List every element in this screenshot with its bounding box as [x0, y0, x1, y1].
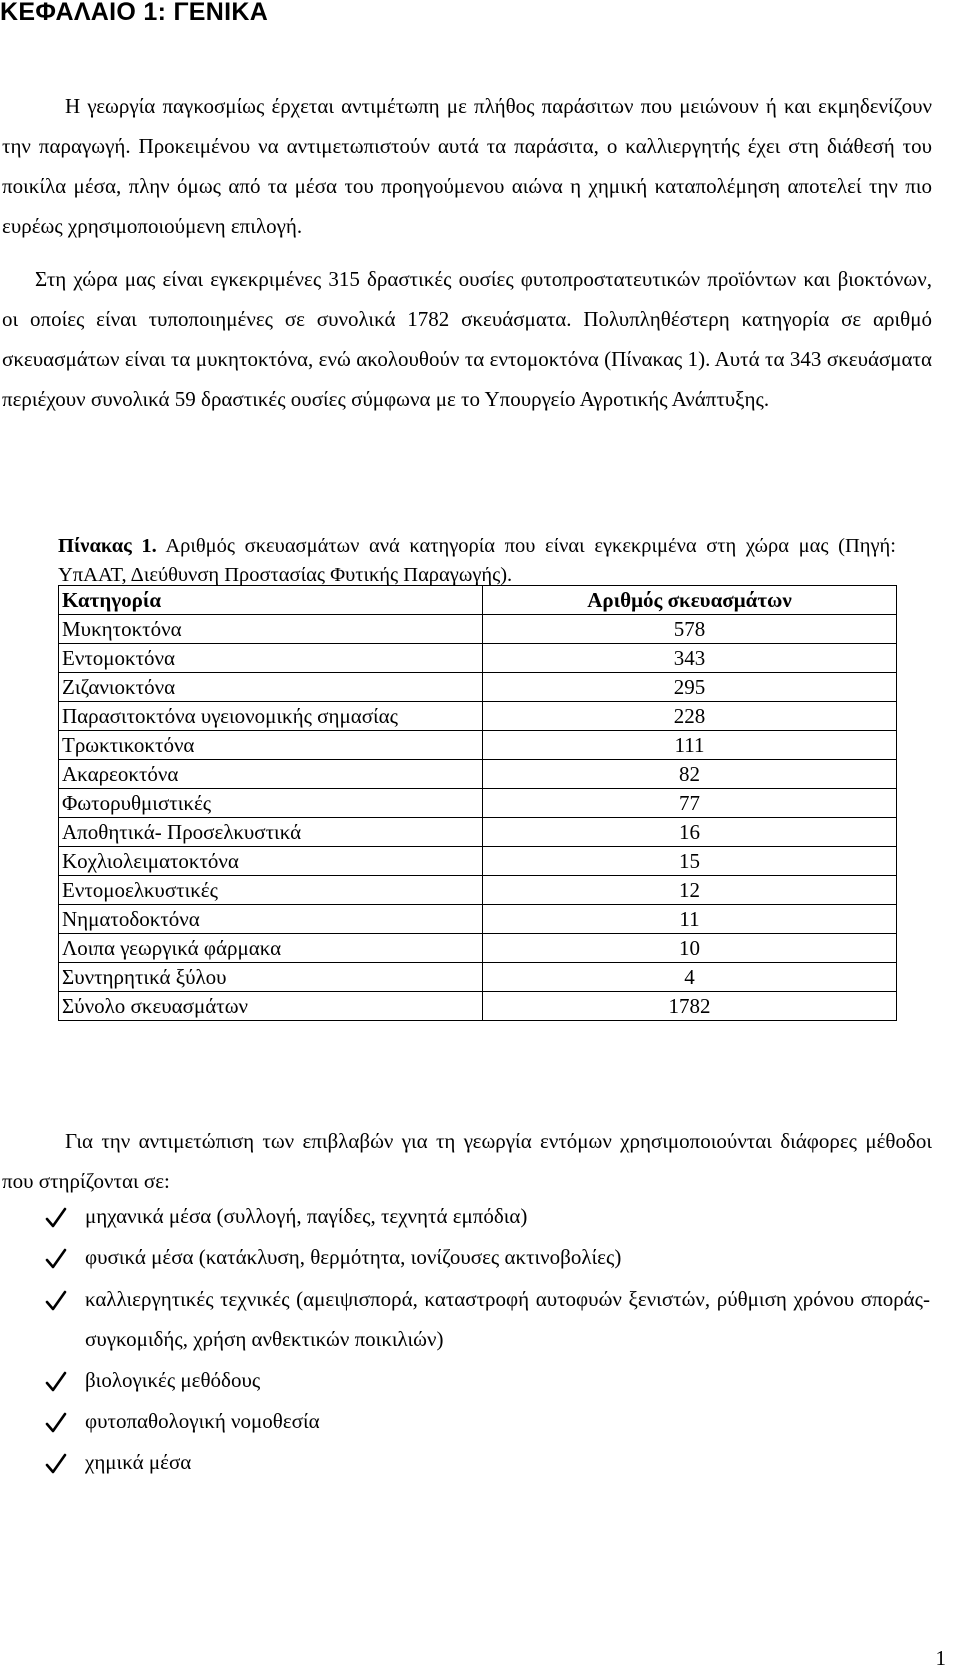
checklist-item-text: καλλιεργητικές τεχνικές (αμειψισπορά, καταστροφή αυτοφυών ξενιστών, ρύθμιση χρόνου σποράς- συγκομιδής, χρήση ανθεκτικών ποικιλιών) [85, 1287, 930, 1351]
checkmark-icon [45, 1248, 67, 1270]
checkmark-icon [45, 1412, 67, 1434]
category-cell: Τρωκτικοκτόνα [59, 731, 483, 760]
checkmark-icon [45, 1290, 67, 1312]
count-cell: 10 [483, 934, 897, 963]
count-cell: 12 [483, 876, 897, 905]
count-cell: 4 [483, 963, 897, 992]
table-caption-label: Πίνακας 1. [58, 535, 157, 557]
table-row [59, 760, 897, 789]
category-cell: Νηματοδοκτόνα [59, 905, 483, 934]
checkmark-icon [45, 1371, 67, 1393]
table-row [59, 847, 897, 876]
checkmark-icon [45, 1207, 67, 1229]
checklist-item-text: φυτοπαθολογική νομοθεσία [85, 1409, 320, 1433]
count-cell: 111 [483, 731, 897, 760]
checkmark-icon [45, 1453, 67, 1475]
table-row [59, 615, 897, 644]
category-cell: Κοχλιολειματοκτόνα [59, 847, 483, 876]
category-cell: Ζιζανιοκτόνα [59, 673, 483, 702]
category-cell: Αποθητικά- Προσελκυστικά [59, 818, 483, 847]
category-cell: Εντομοελκυστικές [59, 876, 483, 905]
count-cell: 228 [483, 702, 897, 731]
table-row [59, 673, 897, 702]
table-row [59, 818, 897, 847]
header-category: Κατηγορία [59, 586, 483, 615]
table-row [59, 702, 897, 731]
statistics-paragraph: Στη χώρα μας είναι εγκεκριμένες 315 δραστικές ουσίες φυτοπροστατευτικών προϊόντων και βιοκτόνων, οι οποίες είναι τυποποιημένες σε συνολικά 1782 σκευάσματα. Πολυπληθέστερη κατηγορία σε αριθμό σκευασμάτων είναι τα μυκητοκτόνα, ενώ ακολουθούν τα εντομοκτόνα (Πίνακας 1). Αυτά τα 343 σκευάσματα περιέχουν συνολικά 59 δραστικές ουσίες σύμφωνα με το Υπουργείο Αγροτικής Ανάπτυξης. [2, 267, 932, 411]
count-cell: 16 [483, 818, 897, 847]
table-header-row [59, 586, 897, 615]
table-caption [58, 532, 896, 590]
products-table [58, 585, 897, 1021]
checklist-item-text: χημικά μέσα [85, 1450, 192, 1474]
count-cell: 343 [483, 644, 897, 673]
table-row [59, 934, 897, 963]
count-cell: 1782 [483, 992, 897, 1021]
count-cell: 82 [483, 760, 897, 789]
count-cell: 77 [483, 789, 897, 818]
category-cell: Λοιπα γεωργικά φάρμακα [59, 934, 483, 963]
category-cell: Φωτορυθμιστικές [59, 789, 483, 818]
category-cell: Παρασιτοκτόνα υγειονομικής σημασίας [59, 702, 483, 731]
checklist-item-text: βιολογικές μεθόδους [85, 1368, 261, 1392]
category-cell: Ακαρεοκτόνα [59, 760, 483, 789]
table-row [59, 789, 897, 818]
count-cell: 578 [483, 615, 897, 644]
table-row [59, 731, 897, 760]
table-row [59, 876, 897, 905]
category-cell: Σύνολο σκευασμάτων [59, 992, 483, 1021]
count-cell: 11 [483, 905, 897, 934]
header-count: Αριθμός σκευασμάτων [483, 586, 897, 615]
checklist-item-text: μηχανικά μέσα (συλλογή, παγίδες, τεχνητά εμπόδια) [85, 1204, 528, 1228]
table-row [59, 644, 897, 673]
page-number: 1 [935, 1646, 946, 1670]
table-row [59, 963, 897, 992]
count-cell: 295 [483, 673, 897, 702]
count-cell: 15 [483, 847, 897, 876]
category-cell: Εντομοκτόνα [59, 644, 483, 673]
checklist-item-text: φυσικά μέσα (κατάκλυση, θερμότητα, ιονίζουσες ακτινοβολίες) [85, 1245, 622, 1269]
table-row [59, 905, 897, 934]
intro-paragraph: Η γεωργία παγκοσμίως έρχεται αντιμέτωπη με πλήθος παράσιτων που μειώνουν ή και εκμηδενίζουν την παραγωγή. Προκειμένου να αντιμετωπιστούν αυτά τα παράσιτα, ο καλλιεργητής έχει στη διάθεσή του ποικίλα μέσα, πλην όμως από τα μέσα του προηγούμενου αιώνα η χημική καταπολέμηση αποτελεί την πιο ευρέως χρησιμοποιούμενη επιλογή. [2, 94, 932, 238]
chapter-heading: ΚΕΦΑΛΑΙΟ 1: ΓΕΝΙΚΑ [0, 0, 269, 26]
table-row [59, 992, 897, 1021]
methods-paragraph: Για την αντιμετώπιση των επιβλαβών για τη γεωργία εντόμων χρησιμοποιούνται διάφορες μέθοδοι που στηρίζονται σε: [2, 1129, 932, 1193]
category-cell: Συντηρητικά ξύλου [59, 963, 483, 992]
table-caption-text: Αριθμός σκευασμάτων ανά κατηγορία που είναι εγκεκριμένα στη χώρα μας (Πηγή: ΥπΑΑΤ, Διεύθυνση Προστασίας Φυτικής Παραγωγής). [58, 535, 896, 586]
category-cell: Μυκητοκτόνα [59, 615, 483, 644]
